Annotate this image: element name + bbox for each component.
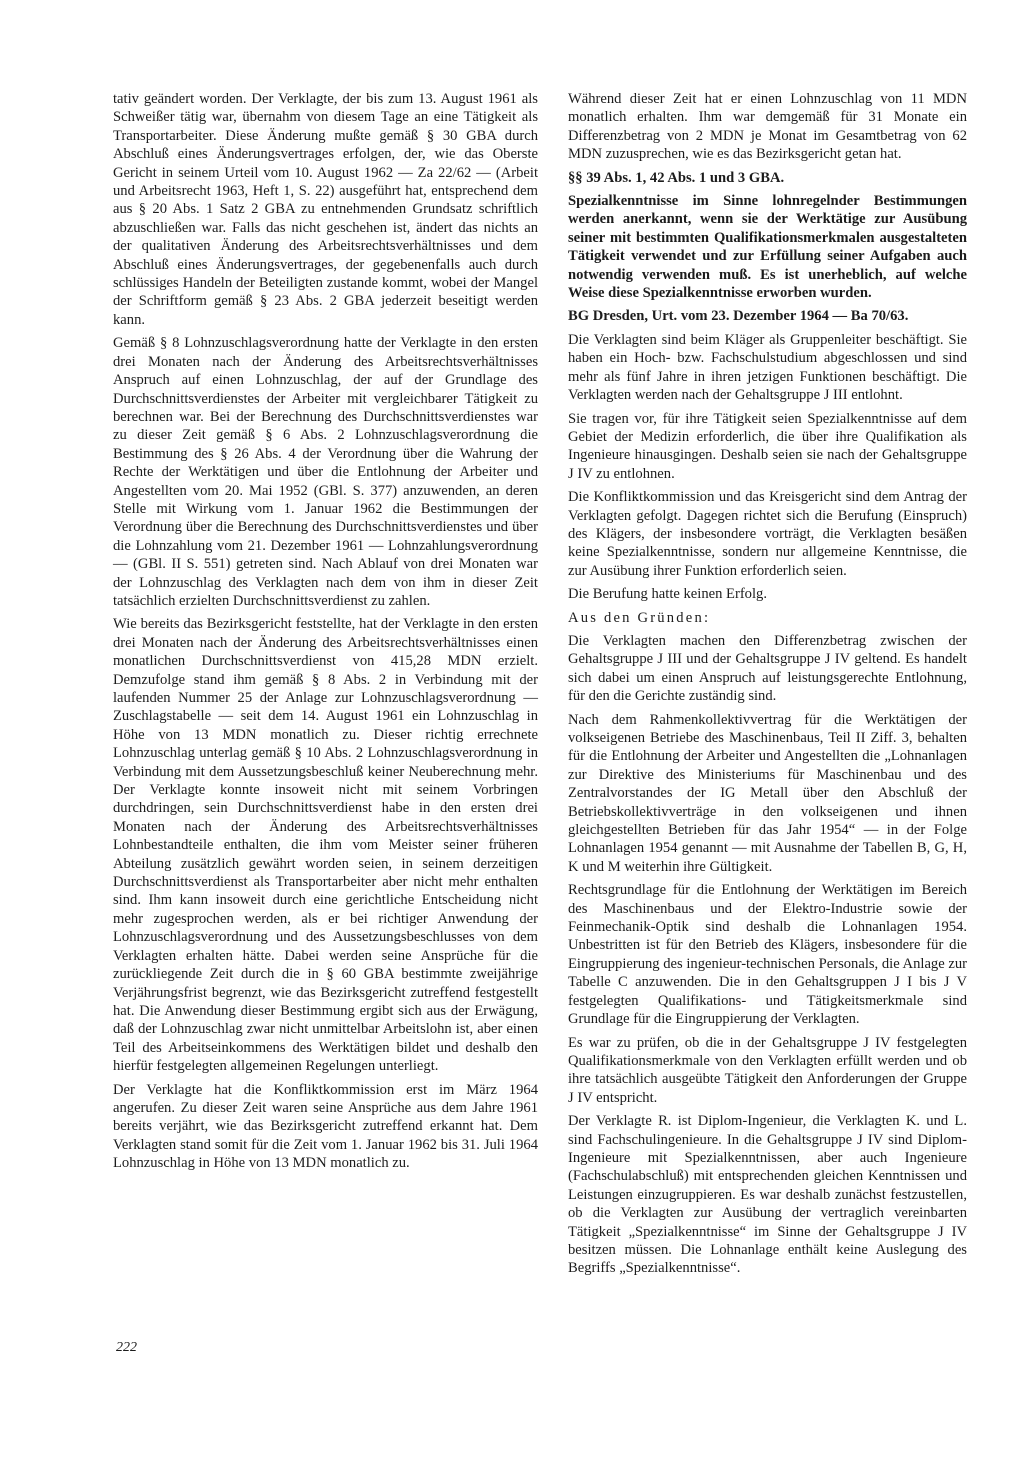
paragraph: tativ geändert worden. Der Verklagte, der bis zum 13. August 1961 als Schweißer tätig war, übernahm von diesem Tage an eine Tätigkeit als Transportarbeiter. Diese Änderung mußte gemäß § 30 GBA durch Abschluß eines Änderungsvertrages erfolgen, der, wie das Oberste Gericht in seinem Urteil vom 10. August 1962 — Za 22/62 — (Arbeit und Arbeitsrecht 1963, Heft 1, S. 22) ausgeführt hat, entsprechend dem aus § 20 Abs. 1 Satz 2 GBA zu entnehmenden Grundsatz schriftlich abzuschließen war. Falls das nicht geschehen ist, ändert das nichts an der qualitativen Änderung des Arbeitsrechtsverhältnisses und dem Abschluß eines Änderungsvertrages, der gegebenenfalls auch durch schlüssiges Handeln der Beteiligten zustande kommt, wobei der Mangel der Schriftform gemäß § 23 Abs. 2 GBA jederzeit beseitigt werden kann. (113, 91, 538, 328)
reasons-heading: Aus den Gründen: (568, 609, 711, 626)
paragraph: Sie tragen vor, für ihre Tätigkeit seien Spezialkenntnisse auf dem Gebiet der Medizin erforderlich, die über ihre Qualifikation als Ingenieure hinausgingen. Deshalb seien sie nach der Gehaltsgruppe J IV zu entlohnen. (568, 410, 967, 482)
page-number: 222 (116, 1340, 137, 1355)
paragraph: Es war zu prüfen, ob die in der Gehaltsgruppe J IV festgelegten Qualifikationsmerkmale von den Verklagten erfüllt werden und ob ihre tatsächlich ausgeübte Tätigkeit den Anforderungen der Gruppe J IV entspricht. (568, 1034, 967, 1106)
headnote: Spezialkenntnisse im Sinne lohnregelnder Bestimmungen werden anerkannt, wenn sie der Werktätige zur Ausübung seiner mit bestimmten Qualifikationsmerkmalen ausgestalteten Tätigkeit verwendet und zur Erfüllung seiner Aufgaben auch notwendig verwenden muß. Es ist unerheblich, auf welche Weise diese Spezialkenntnisse erworben wurden. (568, 193, 967, 302)
paragraph: Wie bereits das Bezirksgericht feststellte, hat der Verklagte in den ersten drei Monaten nach der Änderung des Arbeitsrechtsverhältnisses einen monatlichen Durchschnittsverdienst von 415,28 MDN erzielt. Demzufolge stand ihm gemäß § 8 Abs. 2 in Verbindung mit der laufenden Nummer 25 der Anlage zur Lohnzuschlagsverordnung — Zuschlagstabelle — seit dem 14. August 1961 ein Lohnzuschlag in Höhe von 13 MDN monatlich zu. Dieser richtig errechnete Lohnzuschlag unterlag gemäß § 10 Abs. 2 Lohnzuschlagsverordnung in Verbindung mit dem Aussetzungsbeschluß keiner Neuberechnung mehr. Der Verklagte konnte insoweit nicht mit seinem Vorbringen durchdringen, sein Durchschnittsverdienst habe in den ersten drei Monaten nach der Änderung des Arbeitsrechtsverhältnisses Lohnbestandteile enthalten, die ihm vom Meister seiner früheren Abteilung zusätzlich gewährt worden seien, in seinem derzeitigen Durchschnittsverdienst als Transportarbeiter aber nicht mehr enthalten sind. Ihm kann insoweit durch eine gerichtliche Entscheidung nicht mehr zugesprochen werden, als er bei richtiger Anwendung der Lohnzuschlagsverordnung und des Aussetzungsbeschlusses von dem Verklagten erhalten hätte. Dabei werden seine Ansprüche für die zurückliegende Zeit durch die in § 60 GBA bestimmte zweijährige Verjährungsfrist begrenzt, wie das Bezirksgericht zutreffend festgestellt hat. Die Anwendung dieser Bestimmung ergibt sich aus der Erwägung, daß der Lohnzuschlag zwar nicht unmittelbar Arbeitslohn ist, aber einen Teil des Arbeitseinkommens des Werktätigen bildet und deshalb den hierfür festgelegten allgemeinen Regelungen unterliegt. (113, 616, 538, 1075)
right-column (568, 90, 967, 1283)
paragraph: Der Verklagte R. ist Diplom-Ingenieur, die Verklagten K. und L. sind Fachschulingenieure. In die Gehaltsgruppe J IV sind Diplom-Ingenieure mit Spezialkenntnissen, aber auch Ingenieure (Fachschulabschluß) mit entsprechenden gleichen Kenntnissen und Leistungen einzugruppieren. Es war deshalb zunächst festzustellen, ob die Verklagten zur Ausübung der vertraglich vereinbarten Tätigkeit „Spezialkenntnisse“ im Sinne der Gehaltsgruppe J IV besitzen müssen. Die Lohnanlage enthält keine Auslegung des Begriffs „Spezialkenntnisse“. (568, 1113, 967, 1277)
paragraph: Die Verklagten sind beim Kläger als Gruppenleiter beschäftigt. Sie haben ein Hoch- bzw. Fachschulstudium abgeschlossen und sind mehr als fünf Jahre in ihren jetzigen Funktionen beschäftigt. Die Verklagten werden nach der Gehaltsgruppe J III entlohnt. (568, 331, 967, 404)
paragraph: Die Konfliktkommission und das Kreisgericht sind dem Antrag der Verklagten gefolgt. Dagegen richtet sich die Berufung (Einspruch) des Klägers, der insbesondere vorträgt, die Verklagten besäßen keine Spezialkenntnisse, sondern nur allgemeine Kenntnisse, die zur Ausübung ihrer Funktion erforderlich seien. (568, 489, 967, 579)
paragraph: Gemäß § 8 Lohnzuschlagsverordnung hatte der Verklagte in den ersten drei Monaten nach der Änderung des Arbeitsrechtsverhältnisses Anspruch auf einen Lohnzuschlag, der auf der Grundlage des Durchschnittsverdienstes der Arbeiter mit vergleichbarer Tätigkeit zu berechnen war. Bei der Berechnung des Durchschnittsverdienstes war zu dieser Zeit gemäß § 6 Abs. 2 Lohnzuschlagsverordnung die Bestimmung des § 26 Abs. 4 der Verordnung über die Wahrung der Rechte der Werktätigen und über die Entlohnung der Arbeiter und Angestellten vom 20. Mai 1952 (GBl. S. 377) anzuwenden, an deren Stelle mit Wirkung vom 1. Januar 1962 die Bestimmungen der Verordnung über die Berechnung des Durchschnittsverdienstes und über die Lohnzahlung vom 21. Dezember 1961 — Lohnzahlungsverordnung — (GBl. II S. 551) getreten sind. Nach Ablauf von drei Monaten war der Lohnzuschlag des Verklagten nach dem von ihm in dieser Zeit tatsächlich erzielten Durchschnittsverdienst zu zahlen. (113, 335, 538, 609)
statute-reference: §§ 39 Abs. 1, 42 Abs. 1 und 3 GBA. (568, 169, 785, 186)
paragraph: Die Verklagten machen den Differenzbetrag zwischen der Gehaltsgruppe J III und der Gehaltsgruppe J IV geltend. Es handelt sich dabei um einen Anspruch auf leistungsgerechte Entlohnung, für den die Gerichte zuständig sind. (568, 632, 967, 705)
paragraph: Nach dem Rahmenkollektivvertrag für die Werktätigen der volkseigenen Betriebe des Maschinenbaus, Teil II Ziff. 3, behalten für die Entlohnung der Arbeiter und Angestellten die „Lohnanlagen zur Direktive des Ministeriums für Maschinenbau und des Zentralvorstandes der IG Metall über den Abschluß der Betriebskollektivverträge in den volkseigenen und ihnen gleichgestellten Betrieben für das Jahr 1954“ — in der Folge Lohnanlagen 1954 genannt — mit Ausnahme der Tabellen B, G, H, K und M weiterhin ihre Gültigkeit. (568, 711, 967, 875)
paragraph: Der Verklagte hat die Konfliktkommission erst im März 1964 angerufen. Zu dieser Zeit waren seine Ansprüche aus dem Jahre 1961 bereits verjährt, wie das Bezirksgericht zutreffend erkannt hat. Dem Verklagten stand somit für die Zeit vom 1. Januar 1962 bis 31. Juli 1964 Lohnzuschlag in Höhe von 13 MDN monatlich zu. (113, 1081, 538, 1172)
paragraph: Die Berufung hatte keinen Erfolg. (568, 586, 767, 603)
paragraph: Rechtsgrundlage für die Entlohnung der Werktätigen im Bereich des Maschinenbaus und der Elektro-Industrie sowie der Feinmechanik-Optik sind deshalb die Lohnanlagen 1954. Unbestritten ist für den Betrieb des Klägers, insbesondere für die Eingruppierung des ingenieur-technischen Personals, die Anlage zur Tabelle C anzuwenden. Die in den Gehaltsgruppen J I bis J V festgelegten Qualifikations- und Tätigkeitsmerkmale sind Grundlage für die Eingruppierung der Verklagten. (568, 882, 967, 1028)
paragraph: Während dieser Zeit hat er einen Lohnzuschlag von 11 MDN monatlich erhalten. Ihm war demgemäß für 31 Monate ein Differenzbetrag von 2 MDN je Monat im Gesamtbetrag von 62 MDN zuzusprechen, wie es das Bezirksgericht getan hat. (568, 91, 967, 163)
case-citation: BG Dresden, Urt. vom 23. Dezember 1964 — Ba 70/63. (568, 308, 909, 325)
left-column (113, 90, 538, 1178)
